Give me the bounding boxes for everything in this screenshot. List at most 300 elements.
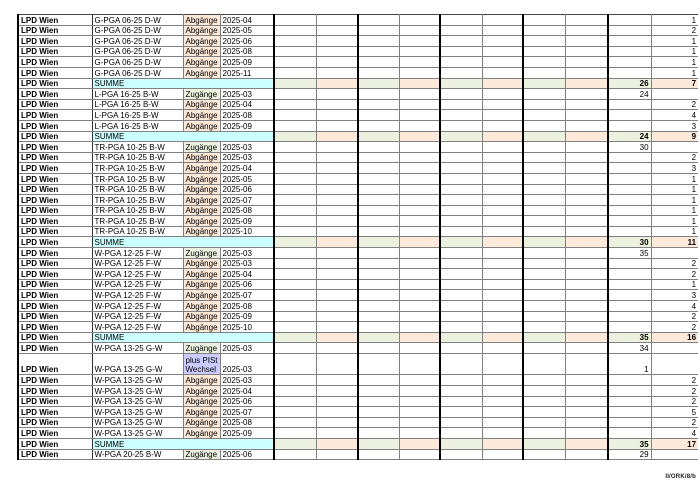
cell-empty[interactable] [274,290,316,301]
cell-empty[interactable] [399,184,440,195]
cell-empty[interactable] [440,142,482,153]
cell-month[interactable]: 2025-06 [220,184,274,195]
cell-empty[interactable] [316,290,358,301]
cell-empty[interactable] [399,46,440,57]
cell-course-code[interactable]: TR-PGA 10-25 B-W [92,142,183,153]
cell-empty[interactable] [565,279,608,290]
cell-empty[interactable] [399,57,440,68]
cell-summe-empty[interactable] [440,131,482,142]
cell-organisation[interactable]: LPD Wien [18,248,92,259]
cell-abgang-count[interactable]: 1 [651,67,698,78]
cell-movement-type[interactable]: Abgänge [183,322,220,333]
cell-abgang-count[interactable]: 4 [651,110,698,121]
cell-month[interactable]: 2025-06 [220,279,274,290]
cell-organisation[interactable]: LPD Wien [18,89,92,100]
cell-course-code[interactable]: W-PGA 12-25 F-W [92,248,183,259]
cell-empty[interactable] [399,375,440,386]
cell-empty[interactable] [523,216,565,227]
cell-month[interactable]: 2025-06 [220,449,274,460]
cell-month[interactable]: 2025-09 [220,428,274,439]
cell-empty[interactable] [440,89,482,100]
cell-empty[interactable] [523,322,565,333]
cell-empty[interactable] [274,216,316,227]
cell-empty[interactable] [274,205,316,216]
cell-empty[interactable] [523,375,565,386]
cell-empty[interactable] [482,99,523,110]
cell-movement-type[interactable]: Abgänge [183,258,220,269]
cell-course-code[interactable]: L-PGA 16-25 B-W [92,89,183,100]
cell-course-code[interactable]: TR-PGA 10-25 B-W [92,163,183,174]
cell-month[interactable]: 2025-03 [220,354,274,375]
cell-summe-abgang-total[interactable]: 9 [651,131,698,142]
cell-movement-type[interactable]: Abgänge [183,385,220,396]
cell-month[interactable]: 2025-06 [220,396,274,407]
cell-month[interactable]: 2025-03 [220,152,274,163]
cell-month[interactable]: 2025-03 [220,258,274,269]
cell-month[interactable]: 2025-07 [220,290,274,301]
cell-empty[interactable] [274,142,316,153]
cell-empty[interactable] [274,428,316,439]
cell-empty[interactable] [316,57,358,68]
cell-empty[interactable] [358,89,399,100]
cell-summe-empty[interactable] [482,78,523,89]
cell-abgang-count[interactable]: 1 [651,184,698,195]
cell-summe-zugang-total[interactable]: 24 [608,131,651,142]
cell-empty[interactable] [274,163,316,174]
cell-empty[interactable] [399,385,440,396]
cell-empty[interactable] [523,110,565,121]
cell-empty[interactable] [523,354,565,375]
cell-empty[interactable] [565,301,608,312]
cell-organisation[interactable]: LPD Wien [18,375,92,386]
cell-summe-label[interactable]: SUMME [92,332,274,343]
cell-empty[interactable] [440,120,482,131]
cell-empty[interactable] [358,396,399,407]
cell-abgang-count[interactable]: 3 [651,290,698,301]
cell-zugang-count[interactable] [608,407,651,418]
cell-empty[interactable] [565,205,608,216]
cell-empty[interactable] [440,67,482,78]
cell-empty[interactable] [440,428,482,439]
cell-movement-type[interactable]: Zugänge [183,89,220,100]
cell-course-code[interactable]: W-PGA 13-25 G-W [92,354,183,375]
cell-empty[interactable] [358,142,399,153]
cell-empty[interactable] [523,173,565,184]
cell-empty[interactable] [274,89,316,100]
cell-empty[interactable] [482,301,523,312]
cell-empty[interactable] [358,99,399,110]
cell-empty[interactable] [399,110,440,121]
cell-empty[interactable] [565,396,608,407]
cell-course-code[interactable]: L-PGA 16-25 B-W [92,110,183,121]
cell-empty[interactable] [274,449,316,460]
cell-empty[interactable] [274,57,316,68]
cell-empty[interactable] [440,290,482,301]
cell-summe-label[interactable]: SUMME [92,131,274,142]
cell-summe-empty[interactable] [274,438,316,449]
cell-empty[interactable] [399,269,440,280]
cell-zugang-count[interactable] [608,396,651,407]
cell-empty[interactable] [316,89,358,100]
cell-empty[interactable] [358,279,399,290]
cell-empty[interactable] [399,120,440,131]
cell-empty[interactable] [274,46,316,57]
cell-empty[interactable] [358,290,399,301]
cell-course-code[interactable]: W-PGA 20-25 B-W [92,449,183,460]
cell-summe-abgang-total[interactable]: 16 [651,332,698,343]
cell-abgang-count[interactable] [651,354,698,375]
cell-empty[interactable] [523,311,565,322]
cell-course-code[interactable]: G-PGA 06-25 D-W [92,67,183,78]
cell-empty[interactable] [399,407,440,418]
cell-empty[interactable] [482,25,523,36]
cell-summe-abgang-total[interactable]: 11 [651,237,698,248]
cell-course-code[interactable]: W-PGA 12-25 F-W [92,311,183,322]
cell-course-code[interactable]: W-PGA 12-25 F-W [92,301,183,312]
cell-organisation[interactable]: LPD Wien [18,25,92,36]
cell-empty[interactable] [274,120,316,131]
cell-organisation[interactable]: LPD Wien [18,311,92,322]
cell-empty[interactable] [482,216,523,227]
cell-empty[interactable] [565,120,608,131]
cell-abgang-count[interactable]: 1 [651,205,698,216]
cell-empty[interactable] [523,343,565,354]
cell-empty[interactable] [440,375,482,386]
cell-empty[interactable] [523,152,565,163]
cell-organisation[interactable]: LPD Wien [18,110,92,121]
cell-empty[interactable] [482,354,523,375]
cell-empty[interactable] [358,46,399,57]
cell-empty[interactable] [565,248,608,259]
cell-empty[interactable] [358,216,399,227]
cell-empty[interactable] [523,417,565,428]
cell-organisation[interactable]: LPD Wien [18,354,92,375]
cell-organisation[interactable]: LPD Wien [18,428,92,439]
cell-abgang-count[interactable] [651,89,698,100]
cell-course-code[interactable]: W-PGA 13-25 G-W [92,375,183,386]
cell-organisation[interactable]: LPD Wien [18,78,92,89]
cell-movement-type[interactable]: Abgänge [183,290,220,301]
cell-empty[interactable] [316,322,358,333]
cell-abgang-count[interactable]: 2 [651,311,698,322]
cell-empty[interactable] [274,248,316,259]
cell-empty[interactable] [440,205,482,216]
cell-empty[interactable] [440,195,482,206]
cell-abgang-count[interactable]: 1 [651,279,698,290]
cell-summe-empty[interactable] [565,237,608,248]
cell-empty[interactable] [399,301,440,312]
cell-empty[interactable] [399,173,440,184]
cell-empty[interactable] [440,301,482,312]
cell-empty[interactable] [316,226,358,237]
cell-empty[interactable] [274,301,316,312]
cell-zugang-count[interactable] [608,311,651,322]
cell-empty[interactable] [358,25,399,36]
cell-zugang-count[interactable] [608,99,651,110]
cell-movement-type[interactable]: Abgänge [183,152,220,163]
cell-empty[interactable] [565,110,608,121]
cell-empty[interactable] [440,417,482,428]
cell-movement-type[interactable]: Abgänge [183,279,220,290]
cell-empty[interactable] [523,57,565,68]
cell-summe-empty[interactable] [316,332,358,343]
cell-organisation[interactable]: LPD Wien [18,67,92,78]
cell-course-code[interactable]: W-PGA 13-25 G-W [92,385,183,396]
cell-zugang-count[interactable]: 24 [608,89,651,100]
cell-empty[interactable] [440,279,482,290]
cell-empty[interactable] [440,385,482,396]
cell-empty[interactable] [316,152,358,163]
cell-empty[interactable] [440,258,482,269]
cell-month[interactable]: 2025-10 [220,226,274,237]
cell-empty[interactable] [565,269,608,280]
cell-abgang-count[interactable]: 2 [651,25,698,36]
cell-empty[interactable] [565,322,608,333]
cell-movement-type[interactable]: Abgänge [183,396,220,407]
cell-empty[interactable] [523,46,565,57]
cell-empty[interactable] [274,343,316,354]
cell-empty[interactable] [482,110,523,121]
cell-organisation[interactable]: LPD Wien [18,396,92,407]
cell-summe-empty[interactable] [565,438,608,449]
cell-movement-type[interactable]: Zugänge [183,343,220,354]
cell-empty[interactable] [399,142,440,153]
cell-empty[interactable] [274,152,316,163]
cell-empty[interactable] [316,15,358,26]
cell-abgang-count[interactable]: 1 [651,173,698,184]
cell-summe-empty[interactable] [274,131,316,142]
cell-course-code[interactable]: TR-PGA 10-25 B-W [92,205,183,216]
cell-empty[interactable] [316,67,358,78]
cell-empty[interactable] [358,163,399,174]
cell-movement-type[interactable]: Abgänge [183,173,220,184]
cell-summe-abgang-total[interactable]: 17 [651,438,698,449]
cell-month[interactable]: 2025-05 [220,173,274,184]
cell-empty[interactable] [565,385,608,396]
cell-course-code[interactable]: TR-PGA 10-25 B-W [92,195,183,206]
cell-empty[interactable] [482,279,523,290]
cell-month[interactable]: 2025-09 [220,120,274,131]
cell-summe-empty[interactable] [274,332,316,343]
cell-zugang-count[interactable]: 1 [608,354,651,375]
cell-abgang-count[interactable] [651,449,698,460]
cell-month[interactable]: 2025-03 [220,343,274,354]
cell-empty[interactable] [399,152,440,163]
cell-organisation[interactable]: LPD Wien [18,343,92,354]
cell-empty[interactable] [482,449,523,460]
cell-abgang-count[interactable]: 1 [651,195,698,206]
cell-month[interactable]: 2025-10 [220,322,274,333]
cell-empty[interactable] [565,142,608,153]
cell-abgang-count[interactable]: 1 [651,46,698,57]
cell-course-code[interactable]: W-PGA 12-25 F-W [92,269,183,280]
cell-empty[interactable] [440,248,482,259]
cell-empty[interactable] [358,343,399,354]
cell-empty[interactable] [482,152,523,163]
cell-empty[interactable] [482,385,523,396]
cell-empty[interactable] [358,152,399,163]
cell-organisation[interactable]: LPD Wien [18,301,92,312]
cell-abgang-count[interactable] [651,343,698,354]
cell-empty[interactable] [565,25,608,36]
cell-summe-empty[interactable] [316,78,358,89]
cell-abgang-count[interactable]: 3 [651,120,698,131]
cell-empty[interactable] [274,354,316,375]
cell-month[interactable]: 2025-04 [220,269,274,280]
cell-course-code[interactable]: TR-PGA 10-25 B-W [92,216,183,227]
cell-zugang-count[interactable] [608,269,651,280]
cell-empty[interactable] [399,290,440,301]
cell-movement-type[interactable]: Abgänge [183,67,220,78]
cell-empty[interactable] [482,46,523,57]
cell-empty[interactable] [399,15,440,26]
cell-summe-empty[interactable] [440,438,482,449]
cell-empty[interactable] [399,428,440,439]
cell-movement-type[interactable]: Zugänge [183,248,220,259]
cell-zugang-count[interactable]: 29 [608,449,651,460]
cell-empty[interactable] [399,99,440,110]
cell-organisation[interactable]: LPD Wien [18,258,92,269]
cell-zugang-count[interactable] [608,15,651,26]
cell-empty[interactable] [565,226,608,237]
cell-organisation[interactable]: LPD Wien [18,216,92,227]
cell-organisation[interactable]: LPD Wien [18,99,92,110]
cell-empty[interactable] [316,205,358,216]
cell-summe-empty[interactable] [316,438,358,449]
cell-empty[interactable] [482,142,523,153]
cell-empty[interactable] [440,173,482,184]
cell-empty[interactable] [274,417,316,428]
cell-empty[interactable] [274,311,316,322]
cell-course-code[interactable]: L-PGA 16-25 B-W [92,99,183,110]
cell-empty[interactable] [523,396,565,407]
cell-month[interactable]: 2025-03 [220,142,274,153]
cell-organisation[interactable]: LPD Wien [18,46,92,57]
cell-empty[interactable] [399,195,440,206]
cell-empty[interactable] [316,449,358,460]
cell-empty[interactable] [316,216,358,227]
cell-empty[interactable] [399,216,440,227]
cell-month[interactable]: 2025-03 [220,89,274,100]
cell-empty[interactable] [482,36,523,47]
cell-movement-type[interactable]: Abgänge [183,99,220,110]
cell-movement-type[interactable]: Abgänge [183,184,220,195]
cell-empty[interactable] [565,428,608,439]
cell-empty[interactable] [565,375,608,386]
cell-course-code[interactable]: W-PGA 13-25 G-W [92,407,183,418]
cell-month[interactable]: 2025-11 [220,67,274,78]
cell-empty[interactable] [440,15,482,26]
cell-organisation[interactable]: LPD Wien [18,131,92,142]
cell-empty[interactable] [274,396,316,407]
cell-month[interactable]: 2025-03 [220,248,274,259]
cell-empty[interactable] [565,89,608,100]
cell-empty[interactable] [399,279,440,290]
cell-zugang-count[interactable] [608,163,651,174]
cell-zugang-count[interactable] [608,173,651,184]
cell-abgang-count[interactable]: 2 [651,152,698,163]
cell-empty[interactable] [316,46,358,57]
cell-empty[interactable] [523,290,565,301]
cell-empty[interactable] [523,205,565,216]
cell-empty[interactable] [316,173,358,184]
cell-movement-type[interactable]: Abgänge [183,120,220,131]
cell-empty[interactable] [399,163,440,174]
cell-empty[interactable] [358,205,399,216]
cell-empty[interactable] [274,184,316,195]
cell-empty[interactable] [440,25,482,36]
cell-zugang-count[interactable] [608,216,651,227]
cell-empty[interactable] [482,375,523,386]
cell-empty[interactable] [440,57,482,68]
cell-summe-empty[interactable] [399,237,440,248]
cell-month[interactable]: 2025-09 [220,216,274,227]
cell-empty[interactable] [358,195,399,206]
cell-summe-empty[interactable] [523,78,565,89]
cell-empty[interactable] [440,354,482,375]
cell-empty[interactable] [358,375,399,386]
cell-abgang-count[interactable]: 1 [651,57,698,68]
cell-summe-empty[interactable] [482,332,523,343]
cell-organisation[interactable]: LPD Wien [18,237,92,248]
cell-zugang-count[interactable]: 30 [608,142,651,153]
cell-zugang-count[interactable] [608,290,651,301]
cell-month[interactable]: 2025-05 [220,25,274,36]
cell-empty[interactable] [316,311,358,322]
cell-empty[interactable] [440,110,482,121]
cell-empty[interactable] [358,36,399,47]
cell-empty[interactable] [399,417,440,428]
cell-month[interactable]: 2025-08 [220,205,274,216]
cell-movement-type[interactable]: Abgänge [183,417,220,428]
cell-month[interactable]: 2025-09 [220,57,274,68]
cell-empty[interactable] [274,269,316,280]
cell-empty[interactable] [565,184,608,195]
cell-summe-label[interactable]: SUMME [92,237,274,248]
cell-zugang-count[interactable] [608,110,651,121]
cell-empty[interactable] [274,15,316,26]
cell-empty[interactable] [565,216,608,227]
cell-empty[interactable] [399,396,440,407]
cell-empty[interactable] [316,142,358,153]
cell-empty[interactable] [440,449,482,460]
cell-summe-empty[interactable] [358,237,399,248]
cell-abgang-count[interactable]: 1 [651,226,698,237]
cell-movement-type[interactable]: Abgänge [183,428,220,439]
cell-empty[interactable] [565,152,608,163]
cell-empty[interactable] [440,163,482,174]
cell-empty[interactable] [440,36,482,47]
cell-empty[interactable] [523,142,565,153]
cell-empty[interactable] [440,46,482,57]
cell-empty[interactable] [316,301,358,312]
cell-movement-type[interactable]: Abgänge [183,15,220,26]
cell-summe-empty[interactable] [565,131,608,142]
cell-empty[interactable] [523,120,565,131]
cell-course-code[interactable]: W-PGA 12-25 F-W [92,322,183,333]
cell-empty[interactable] [399,322,440,333]
cell-empty[interactable] [565,449,608,460]
cell-empty[interactable] [316,248,358,259]
cell-organisation[interactable]: LPD Wien [18,269,92,280]
cell-movement-type[interactable]: Abgänge [183,226,220,237]
cell-empty[interactable] [440,226,482,237]
cell-empty[interactable] [565,173,608,184]
cell-zugang-count[interactable] [608,226,651,237]
cell-empty[interactable] [482,248,523,259]
cell-movement-type[interactable]: Abgänge [183,110,220,121]
cell-organisation[interactable]: LPD Wien [18,322,92,333]
